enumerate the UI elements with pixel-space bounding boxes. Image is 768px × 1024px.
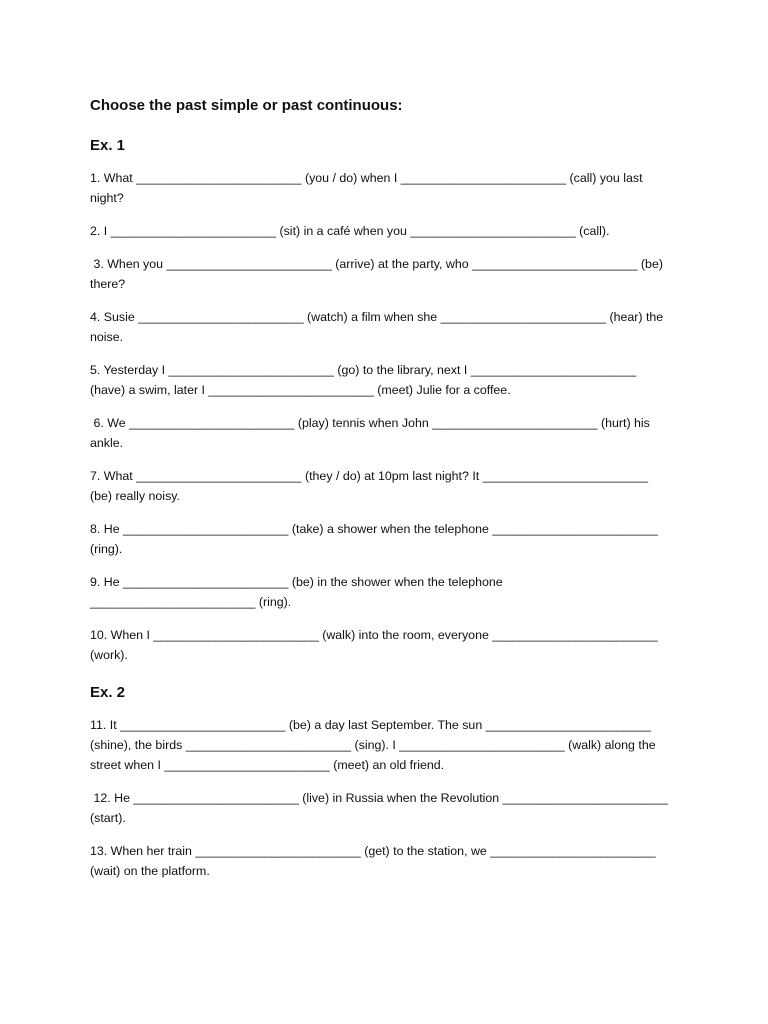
page-title: Choose the past simple or past continuous:	[90, 97, 403, 114]
exercise-item-8: 8. He ________________________ (take) a shower when the telephone ________________________ (ring).	[90, 522, 658, 556]
exercise-item-3: 3. When you ________________________ (arrive) at the party, who ________________________ (be) there?	[90, 257, 663, 291]
exercise-item-5: 5. Yesterday I ________________________ (go) to the library, next I ________________________ (have) a swim, later I ________________________ (meet) Julie for a coffee.	[90, 363, 637, 397]
exercise-item-7: 7. What ________________________ (they / do) at 10pm last night? It ________________________ (be) really noisy.	[90, 469, 649, 503]
exercise-item-12: 12. He ________________________ (live) in Russia when the Revolution ________________________ (start).	[90, 791, 669, 825]
exercise-item-1: 1. What ________________________ (you / do) when I ________________________ (call) you last night?	[90, 171, 643, 205]
exercise-item-9: 9. He ________________________ (be) in the shower when the telephone ________________________ (ring).	[90, 575, 503, 609]
exercise-item-11: 11. It ________________________ (be) a day last September. The sun ________________________ (shine), the birds ________________________ (sing). I ________________________ (walk) along the street when I ________________________ (meet) an old friend.	[90, 718, 656, 772]
exercise-item-13: 13. When her train ________________________ (get) to the station, we ________________________ (wait) on the platform.	[90, 844, 656, 878]
exercise-item-10: 10. When I ________________________ (walk) into the room, everyone ________________________ (work).	[90, 628, 658, 662]
section-heading-ex1: Ex. 1	[90, 137, 126, 154]
exercise-item-4: 4. Susie ________________________ (watch) a film when she ________________________ (hear) the noise.	[90, 310, 664, 344]
exercise-item-2: 2. I ________________________ (sit) in a café when you ________________________ (call).	[90, 224, 610, 238]
exercise-item-6: 6. We ________________________ (play) tennis when John ________________________ (hurt) his ankle.	[90, 416, 650, 450]
section-heading-ex2: Ex. 2	[90, 684, 126, 701]
worksheet	[90, 96, 680, 894]
